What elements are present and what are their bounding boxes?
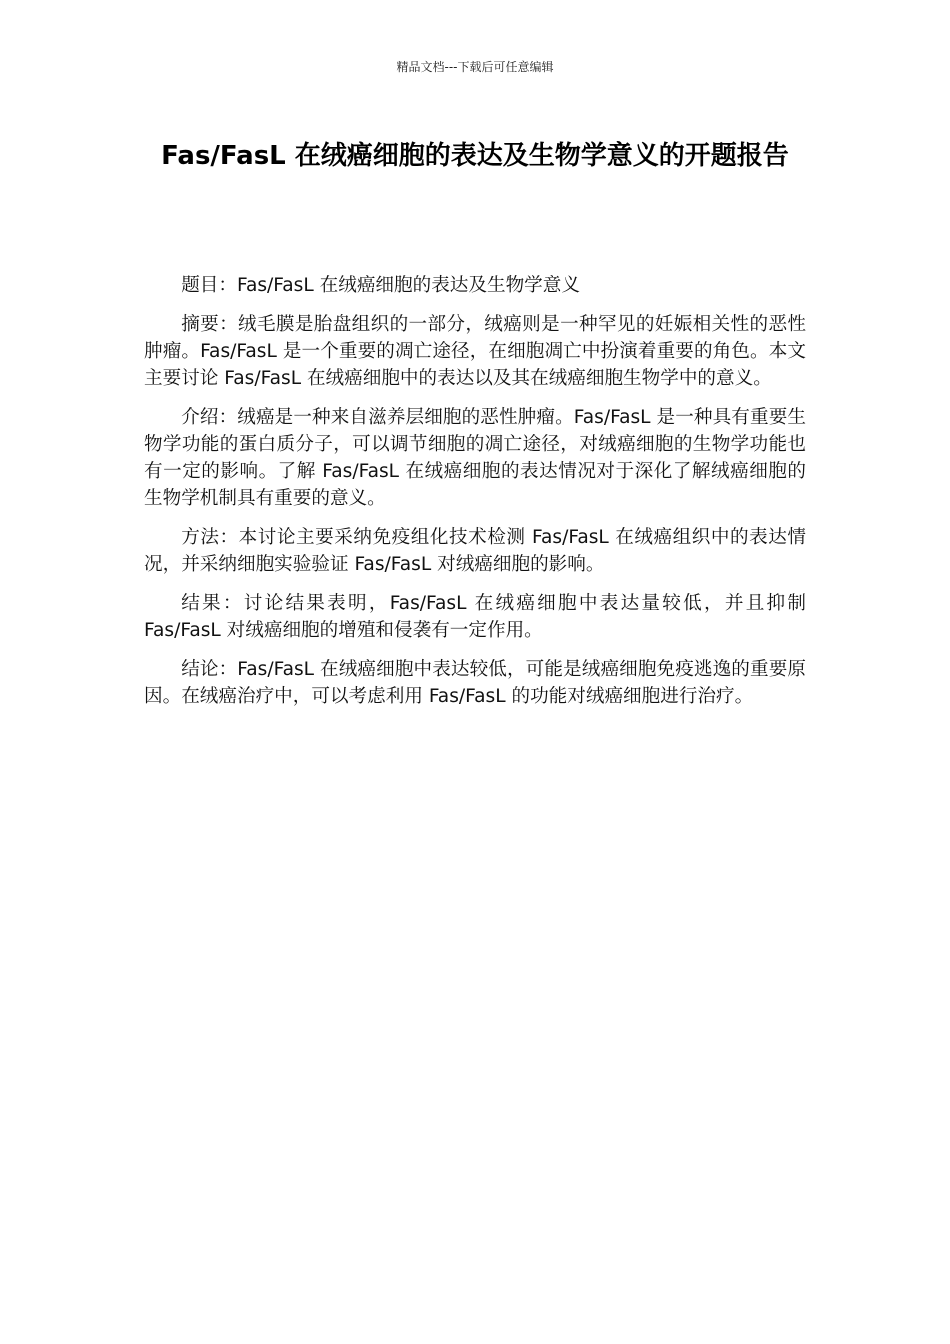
paragraph-introduction: 介绍：绒癌是一种来自滋养层细胞的恶性肿瘤。Fas/FasL 是一种具有重要生物学功能的蛋白质分子，可以调节细胞的凋亡途径，对绒癌细胞的生物学功能也有一定的影响。了解 Fas/FasL 在绒癌细胞的表达情况对于深化了解绒癌细胞的生物学机制具有重要的意义。 xyxy=(144,407,806,509)
document-body xyxy=(144,272,806,722)
paragraph-topic: 题目：Fas/FasL 在绒癌细胞的表达及生物学意义 xyxy=(181,275,580,296)
paragraph-conclusion: 结论：Fas/FasL 在绒癌细胞中表达较低，可能是绒癌细胞免疫逃逸的重要原因。在绒癌治疗中，可以考虑利用 Fas/FasL 的功能对绒癌细胞进行治疗。 xyxy=(144,659,806,707)
paragraph-methods: 方法：本讨论主要采纳免疫组化技术检测 Fas/FasL 在绒癌组织中的表达情况，并采纳细胞实验验证 Fas/FasL 对绒癌细胞的影响。 xyxy=(144,527,806,575)
document-title: Fas/FasL 在绒癌细胞的表达及生物学意义的开题报告 xyxy=(161,141,789,171)
header-note: 精品文档---下载后可任意编辑 xyxy=(396,60,554,74)
paragraph-results: 结果：讨论结果表明，Fas/FasL 在绒癌细胞中表达量较低，并且抑制 Fas/FasL 对绒癌细胞的增殖和侵袭有一定作用。 xyxy=(144,593,806,641)
paragraph-abstract: 摘要：绒毛膜是胎盘组织的一部分，绒癌则是一种罕见的妊娠相关性的恶性肿瘤。Fas/FasL 是一个重要的凋亡途径，在细胞凋亡中扮演着重要的角色。本文主要讨论 Fas/FasL 在绒癌细胞中的表达以及其在绒癌细胞生物学中的意义。 xyxy=(144,314,806,389)
